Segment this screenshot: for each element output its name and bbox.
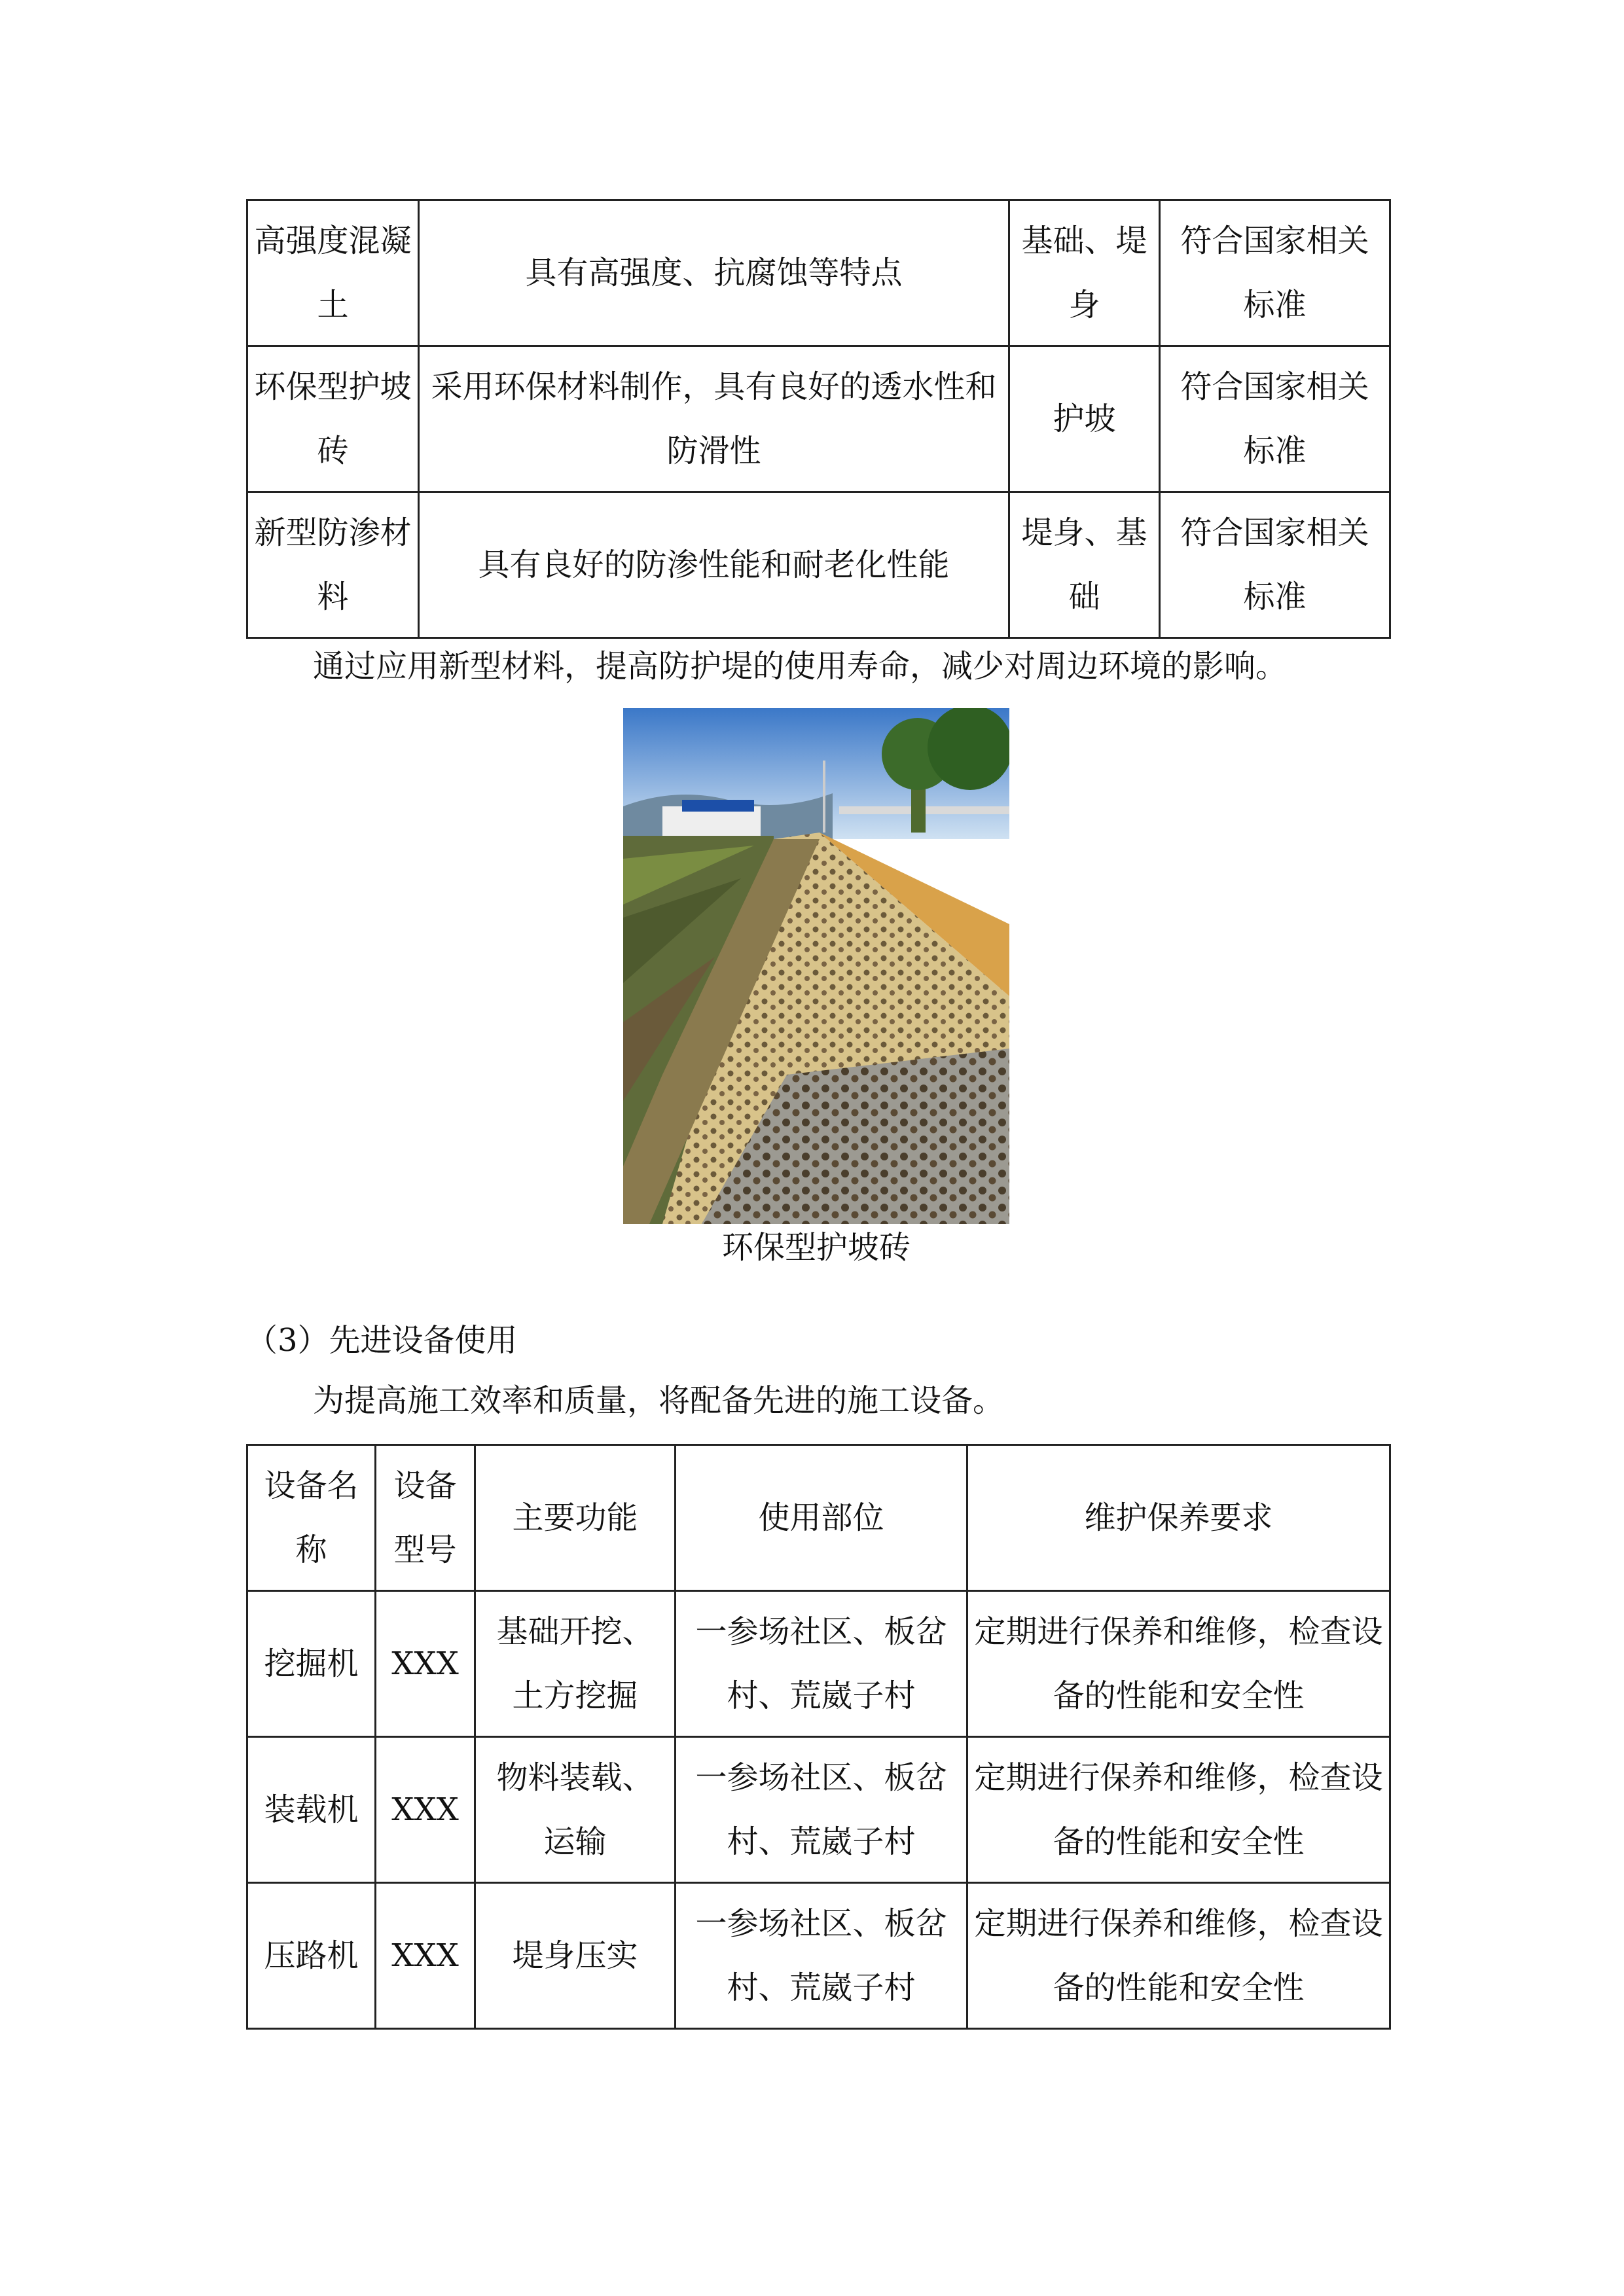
equipment-location: 一参场社区、板岔村、荒崴子村 — [676, 1737, 967, 1883]
equipment-model: XXX — [376, 1591, 475, 1737]
material-feature: 采用环保材料制作，具有良好的透水性和防滑性 — [419, 346, 1009, 492]
slope-brick-photo — [623, 708, 1009, 1224]
table-row — [247, 492, 1390, 638]
material-location: 堤身、基础 — [1009, 492, 1160, 638]
material-standard: 符合国家相关标准 — [1160, 200, 1390, 346]
material-feature: 具有高强度、抗腐蚀等特点 — [419, 200, 1009, 346]
column-header: 设备型号 — [376, 1445, 475, 1591]
equipment-maintenance: 定期进行保养和维修，检查设备的性能和安全性 — [967, 1591, 1390, 1737]
equipment-name: 装载机 — [247, 1737, 376, 1883]
material-name: 高强度混凝土 — [247, 200, 419, 346]
table-row — [247, 346, 1390, 492]
column-header: 使用部位 — [676, 1445, 967, 1591]
column-header: 维护保养要求 — [967, 1445, 1390, 1591]
equipment-function: 物料装载、运输 — [475, 1737, 676, 1883]
materials-table — [246, 199, 1391, 639]
equipment-maintenance: 定期进行保养和维修，检查设备的性能和安全性 — [967, 1883, 1390, 2029]
material-name: 新型防渗材料 — [247, 492, 419, 638]
table-header-row — [247, 1445, 1390, 1591]
material-standard: 符合国家相关标准 — [1160, 492, 1390, 638]
table-row — [247, 1737, 1390, 1883]
equipment-model: XXX — [376, 1883, 475, 2029]
table-row — [247, 200, 1390, 346]
table-row — [247, 1591, 1390, 1737]
material-name: 环保型护坡砖 — [247, 346, 419, 492]
figure-caption: 环保型护坡砖 — [721, 1229, 911, 1266]
material-standard: 符合国家相关标准 — [1160, 346, 1390, 492]
equipment-name: 挖掘机 — [247, 1591, 376, 1737]
section-intro: 为提高施工效率和质量，将配备先进的施工设备。 — [313, 1382, 1005, 1419]
equipment-name: 压路机 — [247, 1883, 376, 2029]
equipment-function: 堤身压实 — [475, 1883, 676, 2029]
materials-summary: 通过应用新型材料，提高防护堤的使用寿命，减少对周边环境的影响。 — [313, 648, 1288, 685]
equipment-maintenance: 定期进行保养和维修，检查设备的性能和安全性 — [967, 1737, 1390, 1883]
column-header: 设备名称 — [247, 1445, 376, 1591]
section-heading: （3）先进设备使用 — [246, 1322, 518, 1359]
equipment-model: XXX — [376, 1737, 475, 1883]
material-location: 基础、堤身 — [1009, 200, 1160, 346]
equipment-table — [246, 1444, 1391, 2030]
column-header: 主要功能 — [475, 1445, 676, 1591]
material-feature: 具有良好的防渗性能和耐老化性能 — [419, 492, 1009, 638]
equipment-location: 一参场社区、板岔村、荒崴子村 — [676, 1883, 967, 2029]
equipment-location: 一参场社区、板岔村、荒崴子村 — [676, 1591, 967, 1737]
table-row — [247, 1883, 1390, 2029]
equipment-function: 基础开挖、土方挖掘 — [475, 1591, 676, 1737]
material-location: 护坡 — [1009, 346, 1160, 492]
